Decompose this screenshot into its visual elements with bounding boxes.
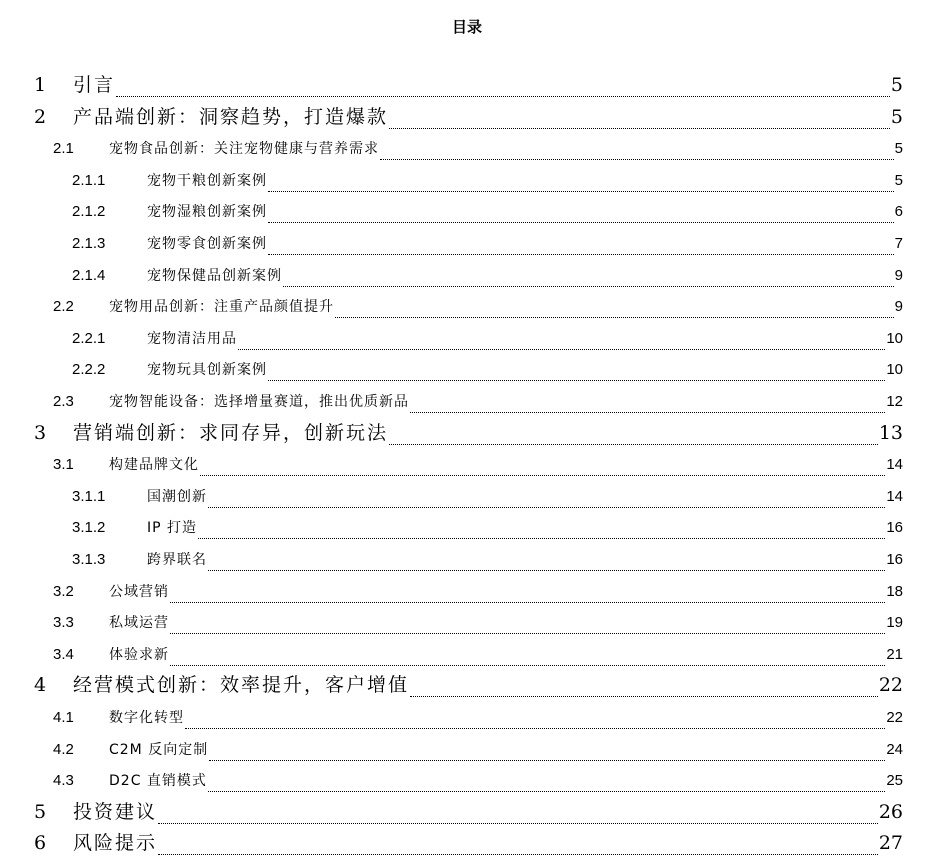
toc-entry-level-3[interactable]: [0, 228, 903, 259]
toc-entry-number: 4.1: [53, 709, 74, 726]
toc-entry-level-1[interactable]: [0, 797, 903, 828]
toc-entry-level-2[interactable]: [0, 765, 903, 796]
toc-entry-level-2[interactable]: [0, 607, 903, 638]
toc-entry-page-number: 14: [886, 487, 903, 505]
toc-dot-leader: [200, 475, 885, 476]
toc-dot-leader: [283, 286, 894, 287]
toc-entry-label: 引言: [73, 74, 116, 96]
toc-dot-leader: [389, 444, 878, 445]
toc-entry-label: 宠物玩具创新案例: [147, 362, 267, 379]
toc-entry-number: 1: [34, 74, 47, 96]
toc-entry-number: 3.1.2: [72, 519, 106, 537]
toc-entry-page-number: 22: [878, 674, 903, 697]
toc-dot-leader: [335, 317, 894, 318]
toc-entry-level-2[interactable]: [0, 639, 903, 670]
toc-entry-label: 风险提示: [73, 832, 158, 855]
toc-entry-number: 2.1: [53, 140, 74, 158]
toc-dot-leader: [158, 854, 878, 855]
toc-entry-level-2[interactable]: [0, 449, 903, 480]
toc-entry-page-number: 24: [886, 740, 903, 758]
toc-entry-level-3[interactable]: [0, 196, 903, 227]
toc-dot-leader: [208, 791, 885, 792]
toc-entry-label: 宠物清洁用品: [147, 330, 237, 347]
toc-entry-number: 4.3: [53, 772, 74, 790]
toc-entry-number: 3.1.1: [72, 487, 106, 505]
toc-entry-label: 私域运营: [109, 615, 169, 632]
toc-entry-number: 2.2.2: [72, 361, 106, 379]
toc-entry-label: 宠物湿粮创新案例: [147, 204, 267, 221]
toc-entry-level-3[interactable]: [0, 165, 903, 196]
toc-dot-leader: [185, 728, 885, 729]
toc-entry-label: 公域营销: [109, 583, 169, 600]
toc-entry-label: 宠物零食创新案例: [147, 236, 267, 252]
toc-entry-level-1[interactable]: [0, 102, 903, 133]
toc-entry-level-2[interactable]: [0, 386, 903, 417]
toc-entry-page-number: 5: [894, 171, 903, 189]
toc-entry-number: 2.1.2: [72, 203, 106, 221]
toc-entry-number: 3.1: [53, 456, 74, 474]
toc-entry-page-number: 19: [886, 614, 903, 632]
toc-entry-page-number: 26: [878, 800, 903, 823]
toc-entry-page-number: 14: [886, 456, 903, 474]
toc-entry-label: 宠物食品创新：关注宠物健康与营养需求: [109, 141, 379, 158]
toc-entry-page-number: 5: [894, 140, 903, 158]
toc-entry-number: 2.1.4: [72, 266, 106, 284]
toc-entry-number: 3.2: [53, 582, 74, 600]
toc-dot-leader: [170, 602, 885, 603]
toc-dot-leader: [238, 349, 885, 350]
toc-dot-leader: [170, 633, 885, 634]
toc-entry-page-number: 9: [894, 266, 903, 284]
toc-dot-leader: [170, 665, 885, 666]
toc-entry-label: 产品端创新：洞察趋势，打造爆款: [73, 105, 389, 128]
toc-entry-number: 3.1.3: [72, 551, 106, 568]
toc-entry-label: D2C 直销模式: [109, 773, 207, 790]
toc-entry-level-1[interactable]: [0, 670, 903, 701]
toc-entry-label: 数字化转型: [109, 710, 184, 726]
toc-entry-page-number: 22: [886, 709, 903, 726]
toc-entry-label: 经营模式创新：效率提升，客户增值: [73, 674, 410, 697]
toc-dot-leader: [116, 96, 890, 97]
toc-entry-label: C2M 反向定制: [109, 741, 209, 758]
toc-entry-page-number: 7: [894, 235, 903, 252]
toc-entry-label: 宠物智能设备：选择增量赛道，推出优质新品: [109, 394, 409, 410]
toc-entry-level-1[interactable]: [0, 828, 903, 859]
toc-entry-label: 宠物保健品创新案例: [147, 267, 282, 284]
toc-entry-page-number: 5: [890, 105, 903, 128]
toc-entry-number: 4: [34, 674, 47, 697]
toc-dot-leader: [268, 380, 885, 381]
toc-entry-number: 2.1.1: [72, 171, 106, 189]
toc-entry-number: 2: [34, 105, 47, 128]
toc-entry-number: 3: [34, 421, 47, 444]
toc-entry-level-2[interactable]: [0, 576, 903, 607]
toc-entry-page-number: 18: [886, 582, 903, 600]
toc-dot-leader: [380, 159, 894, 160]
toc-entry-level-3[interactable]: [0, 323, 903, 354]
toc-entry-page-number: 27: [878, 832, 903, 855]
toc-entry-page-number: 16: [886, 519, 903, 537]
toc-dot-leader: [268, 222, 894, 223]
toc-entry-page-number: 6: [894, 203, 903, 221]
toc-entry-number: 3.4: [53, 645, 74, 663]
toc-entry-label: 跨界联名: [147, 552, 207, 568]
toc-entry-level-2[interactable]: [0, 133, 903, 164]
toc-entry-number: 2.2: [53, 298, 74, 316]
toc-dot-leader: [158, 823, 878, 824]
toc-entry-page-number: 10: [886, 361, 903, 379]
toc-entry-number: 5: [34, 800, 47, 823]
toc-entry-number: 2.2.1: [72, 329, 106, 347]
toc-dot-leader: [208, 507, 885, 508]
toc-dot-leader: [389, 128, 890, 129]
toc-dot-leader: [208, 570, 885, 571]
toc-entry-label: 构建品牌文化: [109, 457, 199, 474]
toc-entry-label: 营销端创新：求同存异，创新玩法: [73, 421, 389, 444]
toc-dot-leader: [410, 696, 878, 697]
toc-entry-label: 国潮创新: [147, 488, 207, 505]
toc-entry-page-number: 25: [886, 772, 903, 790]
toc-entry-label: IP 打造: [147, 520, 198, 537]
toc-entry-level-2[interactable]: [0, 291, 903, 322]
toc-entry-level-3[interactable]: [0, 481, 903, 512]
toc-dot-leader: [209, 760, 885, 761]
toc-dot-leader: [268, 191, 894, 192]
toc-entry-level-1[interactable]: [0, 70, 903, 101]
toc-entry-page-number: 16: [886, 551, 903, 568]
toc-entry-label: 体验求新: [109, 646, 169, 663]
toc-entry-level-3[interactable]: [0, 260, 903, 291]
toc-entry-label: 宠物干粮创新案例: [147, 172, 267, 189]
toc-entry-level-1[interactable]: [0, 418, 903, 449]
toc-dot-leader: [410, 412, 885, 413]
toc-entry-number: 2.1.3: [72, 235, 106, 252]
toc-entry-number: 2.3: [53, 393, 74, 410]
toc-entry-level-2[interactable]: [0, 702, 903, 733]
toc-entry-page-number: 21: [886, 645, 903, 663]
toc-entry-label: 投资建议: [73, 800, 158, 823]
toc-dot-leader: [268, 254, 894, 255]
toc-entry-page-number: 5: [890, 74, 903, 96]
toc-entry-number: 3.3: [53, 614, 74, 632]
toc-entry-level-2[interactable]: [0, 734, 903, 765]
toc-entry-page-number: 9: [894, 298, 903, 316]
toc-entry-level-3[interactable]: [0, 512, 903, 543]
toc-entry-number: 6: [34, 832, 47, 855]
toc-entry-level-3[interactable]: [0, 544, 903, 575]
toc-entry-page-number: 10: [886, 329, 903, 347]
toc-entry-page-number: 13: [878, 421, 903, 444]
toc-title: 目录: [451, 18, 482, 36]
toc-entry-label: 宠物用品创新：注重产品颜值提升: [109, 299, 334, 316]
toc-entry-number: 4.2: [53, 740, 74, 758]
toc-dot-leader: [198, 538, 885, 539]
toc-entry-level-3[interactable]: [0, 354, 903, 385]
toc-entry-page-number: 12: [886, 393, 903, 410]
